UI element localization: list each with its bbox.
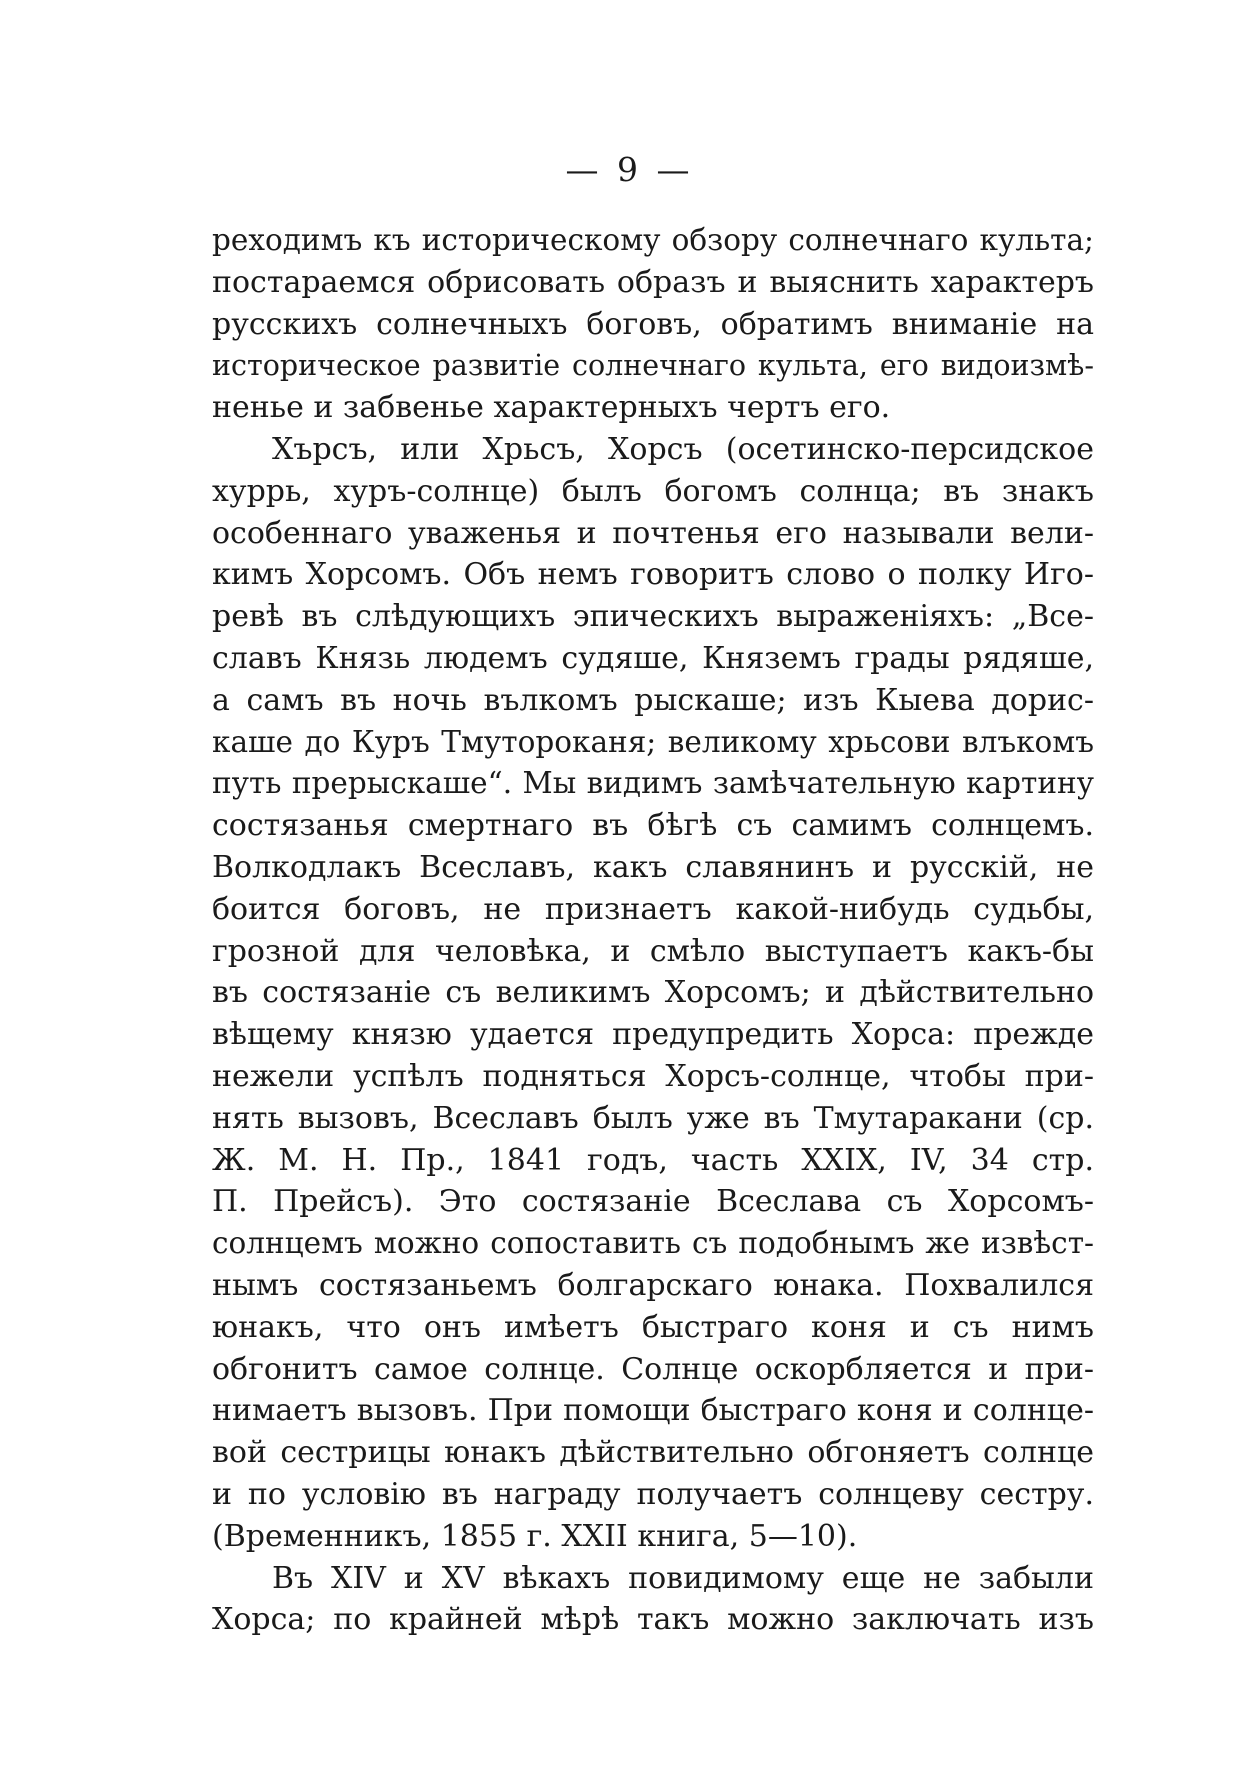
text-line: и по условію въ награду получаетъ солнцеву сестру.: [212, 1476, 1094, 1512]
text-line: реходимъ къ историческому обзору солнечнаго культа;: [212, 223, 1094, 257]
text-line: ревѣ въ слѣдующихъ эпическихъ выраженіяхъ: „Все-: [212, 599, 1094, 635]
text-line: путь прерыскаше“. Мы видимъ замѣчательную картину: [212, 766, 1094, 801]
text-line: историческое развитіе солнечнаго культа, его видоизмѣ-: [212, 349, 1094, 383]
text-line: Ж. М. Н. Пр., 1841 годъ, часть XXIX, IV, 34 стр.: [212, 1142, 1094, 1178]
text-line: а самъ въ ночь вълкомъ рыскаше; изъ Кыева дорис-: [212, 682, 1094, 718]
page-number: — 9 —: [565, 150, 694, 189]
text-line: каше до Куръ Тмутороканя; великому хрьсови влъкомъ: [212, 724, 1094, 759]
text-line: славъ Князь людемъ судяше, Княземъ грады рядяше,: [212, 640, 1094, 676]
text-line: (Временникъ, 1855 г. XXII книга, 5—10).: [212, 1518, 858, 1554]
text-line: нымъ состязаньемъ болгарскаго юнака. Похвалился: [212, 1267, 1094, 1303]
text-line: Хорса; по крайней мѣрѣ такъ можно заключать изъ: [212, 1602, 1094, 1638]
text-line: особеннаго уваженья и почтенья его называли вели-: [212, 515, 1094, 551]
text-line: Въ XIV и XV вѣкахъ повидимому еще не забыли: [272, 1560, 1094, 1596]
text-line: вѣщему князю удается предупредить Хорса: прежде: [212, 1017, 1094, 1053]
text-line: хуррь, хуръ-солнце) былъ богомъ солнца; въ знакъ: [212, 473, 1094, 509]
text-line: вой сестрицы юнакъ дѣйствительно обгоняетъ солнце: [212, 1435, 1094, 1471]
text-line: въ состязаніе съ великимъ Хорсомъ; и дѣйствительно: [212, 975, 1094, 1011]
text-line: Хърсъ, или Хрьсъ, Хорсъ (осетинско-персидское: [272, 431, 1094, 467]
text-line: нять вызовъ, Всеславъ былъ уже въ Тмутаракани (ср.: [212, 1100, 1094, 1136]
text-line: Волкодлакъ Всеславъ, какъ славянинъ и русскій, не: [212, 849, 1094, 885]
text-line: постараемся обрисовать образъ и выяснить характеръ: [212, 264, 1094, 300]
text-line: грозной для человѣка, и смѣло выступаетъ какъ-бы: [212, 933, 1094, 969]
text-line: П. Прейсъ). Это состязаніе Всеслава съ Хорсомъ-: [212, 1184, 1094, 1220]
text-line: кимъ Хорсомъ. Объ немъ говоритъ слово о полку Иго-: [212, 557, 1094, 593]
body-text: [212, 220, 1094, 1641]
text-line: юнакъ, что онъ имѣетъ быстраго коня и съ нимъ: [212, 1309, 1094, 1345]
text-line: русскихъ солнечныхъ боговъ, обратимъ вниманіе на: [212, 306, 1094, 342]
text-line: солнцемъ можно сопоставить съ подобнымъ же извѣст-: [212, 1226, 1094, 1261]
text-line: состязанья смертнаго въ бѣгѣ съ самимъ солнцемъ.: [212, 808, 1094, 844]
text-line: нимаетъ вызовъ. При помощи быстраго коня и солнце-: [212, 1393, 1094, 1429]
text-line: обгонитъ самое солнце. Солнце оскорбляется и при-: [212, 1351, 1094, 1387]
text-line: нежели успѣлъ подняться Хорсъ-солнце, чтобы при-: [212, 1058, 1094, 1094]
text-line: ненье и забвенье характерныхъ чертъ его.: [212, 390, 891, 426]
text-line: боится боговъ, не признаетъ какой-нибудь судьбы,: [212, 891, 1094, 927]
